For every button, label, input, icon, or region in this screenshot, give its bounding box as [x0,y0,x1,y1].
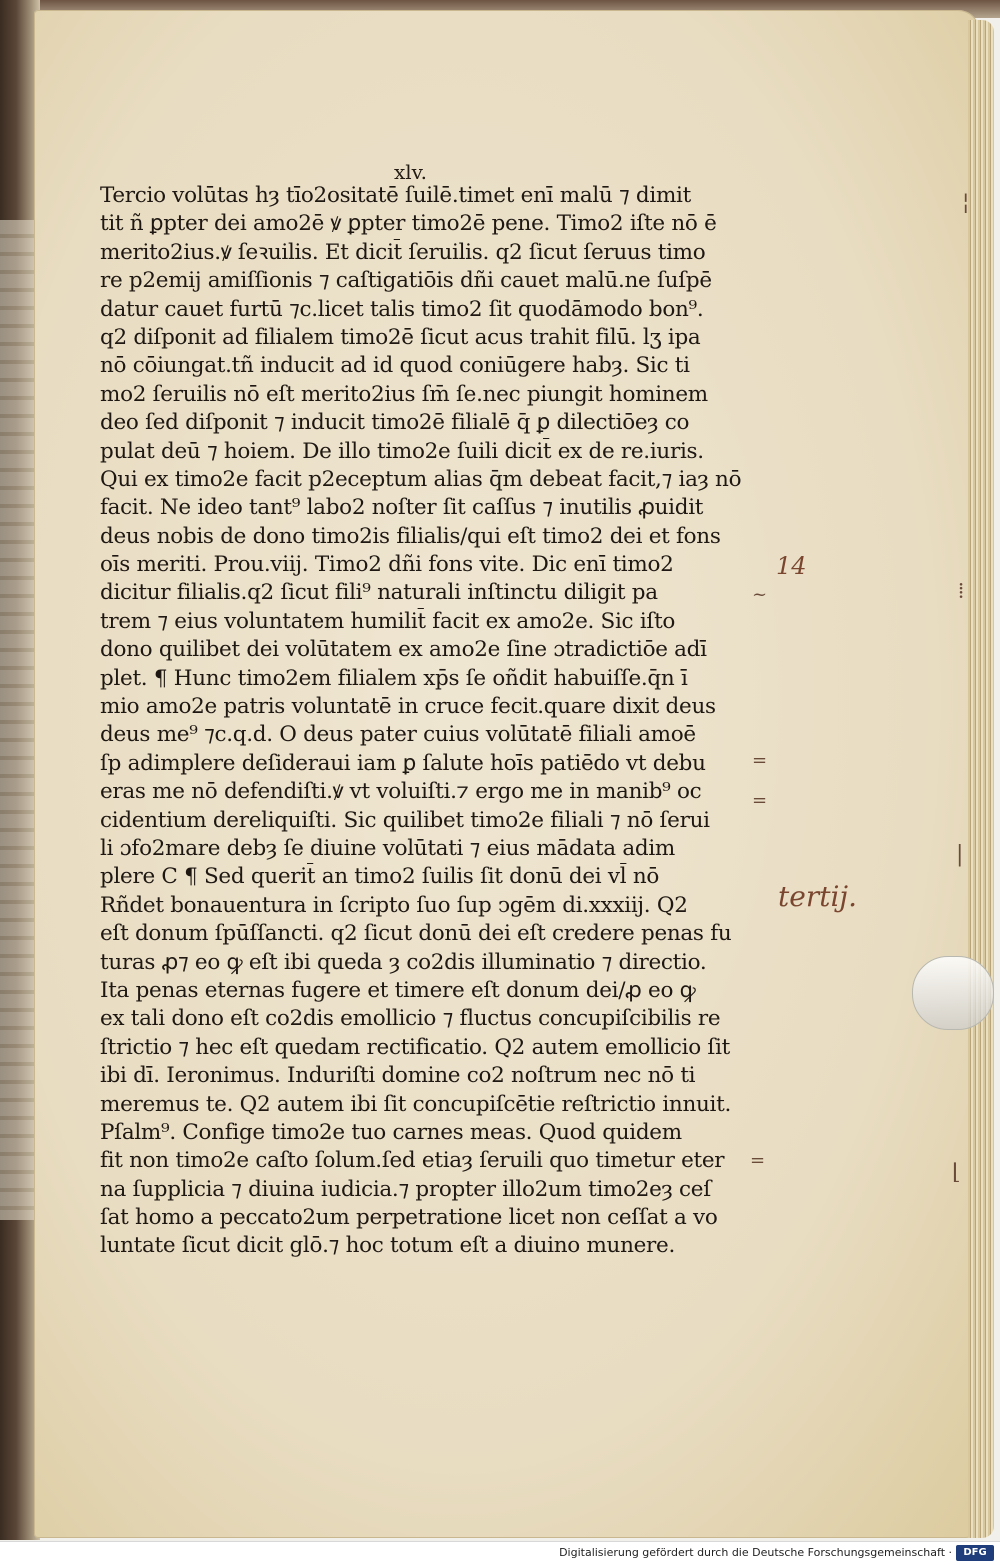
text-line: facit. Ne ideo tant⁹ labo2 noſter ſit caſſus ⁊ inutilis ꝓuidit [100,495,704,521]
text-line: fit non timo2e caſto ſolum.ſed etiaȝ ſeruili quo timetur eter [100,1148,725,1174]
text-line: deus nobis de dono timo2is filialis/qui eſt timo2 dei et fons [100,523,721,549]
text-line: oīs meriti. Prou.viij. Timo2 dñi fons vite. Dic enī timo2 [100,552,674,578]
text-line: Qui ex timo2e facit p2eceptum alias q̄m debeat facit,⁊ iaȝ nō [100,466,742,492]
text-line: ibi dī. Ieronimus. Induriſti domine co2 noſtrum nec nō ti [100,1063,696,1089]
text-line: merito2ius.ꝟ ſeꝛuilis. Et dicit̄ ſeruilis. q2 ſicut ſeruus timo [100,239,706,265]
margin-mark: = [752,750,768,771]
text-line: re p2emij amiſſionis ⁊ caſtigatiōis dñi cauet malū.ne ſuſpē [100,268,712,294]
text-line: Tercio volūtas hȝ tīo2ositatē ſuilē.timet enī malū ⁊ dimit [100,183,691,208]
text-line: cidentium dereliquiſti. Sic quilibet timo2e filiali ⁊ nō ſerui [100,807,710,833]
margin-mark: ~ [752,584,768,605]
margin-mark: = [750,1150,766,1171]
text-line: deo ſed diſponit ⁊ inducit timo2ē filialē q̄ ꝑ dilectiōeȝ co [100,410,690,436]
text-line: q2 diſponit ad filialem timo2ē ſicut acus trahit filū. lʒ ipa [100,324,701,350]
text-line: pulat deū ⁊ hoiem. De illo timo2e ſuili dicit̄ ex de re.iuris. [100,438,704,464]
margin-note-14: 14 [776,552,807,580]
text-line: ſtrictio ⁊ hec eſt quedam rectificatio. Q2 autem emollicio ſit [100,1034,730,1060]
text-line: Rñdet bonauentura in ſcripto ſuo ſup ↄgēm di.xxxiij. Q2 [100,892,688,918]
margin-mark: | [956,842,964,867]
text-line: Ita penas eternas fugere et timere eſt donum dei/ꝓ eo ꝙ [100,977,696,1003]
text-line: eſt donum ſpūſſancti. q2 ſicut donū dei eſt credere penas fu [100,921,732,947]
folio-number: xlv. [394,160,427,184]
text-line: dicitur filialis.q2 ſicut fili⁹ naturali inſtinctu diligit pa [100,580,658,606]
text-line: ex tali dono eſt co2dis emollicio ⁊ fluctus concupiſcibilis re [100,1006,721,1032]
text-line: trem ⁊ eius voluntatem humilit̄ facit ex amo2e. Sic iſto [100,608,676,634]
footer-bar [0,1541,1000,1565]
main-text-block [100,182,768,1261]
text-line: plere C ¶ Sed querit̄ an timo2 ſuilis ſit donū dei vl̄ nō [100,864,660,890]
text-line: eras me nō defendiſti.ꝟ vt voluiſti.⁊ ergo me in manib⁹ oc [100,779,702,805]
dfg-logo: DFG [956,1545,994,1561]
text-line: meremus te. Q2 autem ibi ſit concupiſcētie reſtrictio innuit. [100,1091,732,1117]
text-line: nō cōiungat.tñ inducit ad id quod coniūgere habȝ. Sic ti [100,353,690,379]
paper-slip [912,956,994,1030]
margin-mark: ⌊ [952,1160,961,1185]
text-line: mio amo2e patris voluntatē in cruce fecit.quare dixit deus [100,694,716,720]
text-line: ſat homo a peccato2um perpetratione licet non ceſſat a vo [100,1205,718,1231]
text-line: dono quilibet dei volūtatem ex amo2e ſine ɔtradictiōe adī [100,637,707,663]
margin-mark: ⁞ [958,579,965,604]
text-line: na ſupplicia ⁊ diuina iudicia.⁊ propter illo2um timo2eȝ ceſ [100,1176,711,1202]
margin-mark: = [752,790,768,811]
text-line: turas ꝓ⁊ eo ꝙ eſt ibi queda ȝ co2dis illuminatio ⁊ directio. [100,949,707,975]
text-line: Pſalm⁹. Confige timo2e tuo carnes meas. Quod quidem [100,1119,682,1145]
footer-credit: Digitalisierung gefördert durch die Deutsche Forschungsgemeinschaft · [559,1546,952,1559]
text-line: luntate ſicut dicit glō.⁊ hoc totum eſt a diuino munere. [100,1233,675,1259]
facing-page-edge [0,220,34,1220]
text-line: mo2 ſeruilis nō eſt merito2ius ſm̄ ſe.nec piungit hominem [100,381,708,407]
page-stack-edge [968,20,994,1538]
text-line: ſp adimplere deſideraui iam ꝑ ſalute hoīs patiēdo vt debu [100,750,706,776]
margin-note-tertij: tertij. [778,880,857,913]
text-line: datur cauet furtū ⁊c.licet talis timo2 ſit quodāmodo bon⁹. [100,296,704,322]
text-line: plet. ¶ Hunc timo2em filialem xp̄s ſe oñdit habuiſſe.q̄n ī [100,665,688,691]
margin-mark: ¦ [962,190,970,215]
text-line: tit ñ ꝑpter dei amo2ē ꝟ ꝑpter timo2ē pene. Timo2 iſte nō ē [100,211,717,237]
text-line: li ɔfo2mare debȝ ſe diuine volūtati ⁊ eius mādata adim [100,835,676,861]
text-line: deus me⁹ ⁊c.q.d. O deus pater cuius volūtatē filiali amoē [100,722,696,748]
